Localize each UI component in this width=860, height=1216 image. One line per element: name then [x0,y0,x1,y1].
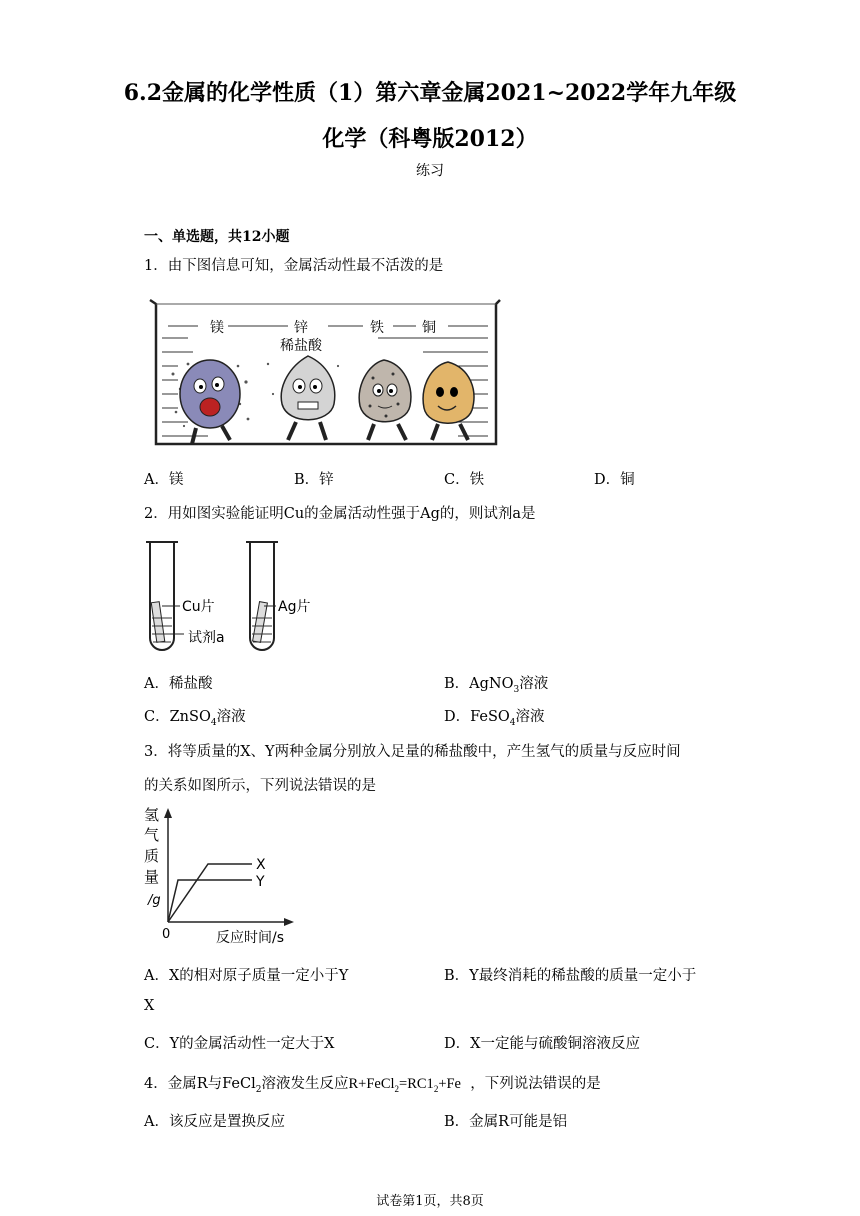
q1-option-a: A．镁 [144,472,184,488]
series-y-line [168,880,252,922]
q1-beaker-figure [148,294,502,454]
ylabel-char-4: 量 [144,868,160,886]
ylabel-unit: /g [148,893,161,908]
q3-option-d: D．X一定能与硫酸铜溶液反应 [444,1036,640,1052]
series-y-label: Y [256,874,265,890]
ag-label: Ag片 [278,599,311,615]
doc-subtitle: 练习 [416,163,444,179]
magnesium-character [180,360,240,444]
q2-option-c: C．ZnSO$_4$溶液 [144,709,246,728]
label-acid: 稀盐酸 [280,338,322,354]
cu-label: Cu片 [182,599,215,615]
page-footer: 试卷第1页，共8页 [376,1194,484,1209]
q4-option-a: A．该反应是置换反应 [144,1114,285,1130]
q2-test-tubes-figure [140,538,340,658]
label-magnesium: 镁 [210,320,224,336]
q1-option-b: B．锌 [294,472,334,488]
copper-character [423,362,474,440]
section-heading: 一、单选题，共12小题 [144,229,290,245]
label-iron: 铁 [370,320,384,336]
series-x-label: X [256,857,266,873]
ylabel-char-2: 气 [144,826,160,844]
q3-stem-line2: 的关系如图所示，下列说法错误的是 [144,778,376,794]
xlabel: 反应时间/s [216,930,285,946]
reagent-label: 试剂a [188,630,225,646]
ylabel-char-3: 质 [144,847,160,865]
doc-title-line2: 化学（科粤版2012） [322,126,538,152]
origin-label: 0 [162,927,171,942]
label-zinc: 锌 [294,320,308,336]
q1-option-d: D．铜 [594,472,635,488]
q4-equation: $R+FeCl_2=RC1_2+Fe$ [348,1076,461,1094]
series-x-line [168,864,252,922]
q4-option-b: B．金属R可能是铝 [444,1114,568,1130]
q1-option-c: C．铁 [444,472,485,488]
zinc-character [281,356,335,440]
ylabel-char-1: 氢 [144,806,160,824]
q3-option-b-line1: B．Y最终消耗的稀盐酸的质量一定小于 [444,968,697,984]
label-copper: 铜 [422,320,436,336]
q2-option-b: B．AgNO$_3$溶液 [444,676,549,695]
q3-option-a: A．X的相对原子质量一定小于Y [144,968,349,984]
q3-stem-line1: 3．将等质量的X、Y两种金属分别放入足量的稀盐酸中，产生氢气的质量与反应时间 [144,744,681,760]
q2-stem: 2．用如图实验能证明Cu的金属活动性强于Ag的，则试剂a是 [144,506,536,522]
q3-option-b-line2: X [144,998,155,1014]
iron-character [359,360,411,440]
q2-option-d: D．FeSO$_4$溶液 [444,709,545,728]
q4-stem: 4．金属R与FeCl$_2$溶液发生反应$R+FeCl_2=RC1_2+Fe$ ，下列说法错误的是 [144,1076,601,1095]
x-axis-arrow [284,918,294,926]
q3-option-c: C．Y的金属活动性一定大于X [144,1036,335,1052]
q3-hydrogen-chart [140,804,300,946]
q1-stem: 1．由下图信息可知，金属活动性最不活泼的是 [144,258,444,274]
q2-option-a: A．稀盐酸 [144,676,213,692]
y-axis-arrow [164,808,172,818]
doc-title-line1: 6.2金属的化学性质（1）第六章金属2021~2022学年九年级 [123,80,737,106]
